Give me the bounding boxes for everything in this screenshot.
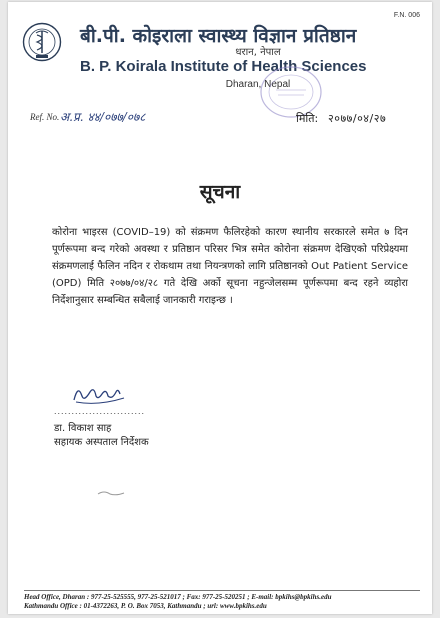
signature-line: .......................... [54,406,146,416]
footer-head-office: Head Office, Dharan : 977-25-525555, 977-25-521017 ; Fax: 977-25-520251 ; E-mail: bpkihs@bpkihs.edu [24,593,332,601]
footer-kathmandu-office: Kathmandu Office : 01-4372263, P. O. Box 7053, Kathmandu ; url: www.bpkihs.edu [24,602,267,610]
notice-title: सूचना [199,181,241,203]
date-label: मिति: [296,112,319,125]
reference-number: अ.प्र. ४४/०७७/०७८ [60,110,146,124]
handwritten-signature-icon [68,378,138,408]
reference-label: Ref. No. [30,112,60,122]
institute-name-nepali: बी.पी. कोइराला स्वास्थ्य विज्ञान प्रतिष्ठान [80,25,357,47]
footer-contact [24,593,424,611]
pen-mark-icon [96,488,126,498]
institute-name-english: B. P. Koirala Institute of Health Sciences [80,58,367,75]
institute-logo-icon [22,22,62,62]
notice-page [8,2,432,614]
form-number: F.N. 006 [393,12,420,19]
institute-location-english: Dharan, Nepal [225,79,291,90]
date-value: २०७७/०४/२७ [328,112,387,125]
institute-location-nepali: धरान, नेपाल [235,47,281,58]
signatory-designation: सहायक अस्पताल निर्देशक [54,437,149,448]
notice-body: कोरोना भाइरस (COVID–19) को संक्रमण फैलिरहेको कारण स्थानीय सरकारले समेत ७ दिन पूर्णरूपमा बन्द गरेको अवस्था र प्रतिष्ठान परिसर भित्र समेत कोरोना संक्रमण देखिएको परिप्रेक्ष्यमा संक्रमणलाई फैलिन नदिन र रोकथाम तथा नियन्त्रणको लागि प्रतिष्ठानको Out Patient Service (OPD) मिति २०७७/०४/२८ गते देखि अर्को सूचना नहुन्जेलसम्म पूर्णरूपमा बन्द रहने व्यहोरा निर्देशानुसार सम्बन्धित सबैलाई जानकारी गराइन्छ । [52,227,408,306]
footer-divider [24,590,420,591]
signatory-name: डा. विकाश साह [54,423,112,434]
